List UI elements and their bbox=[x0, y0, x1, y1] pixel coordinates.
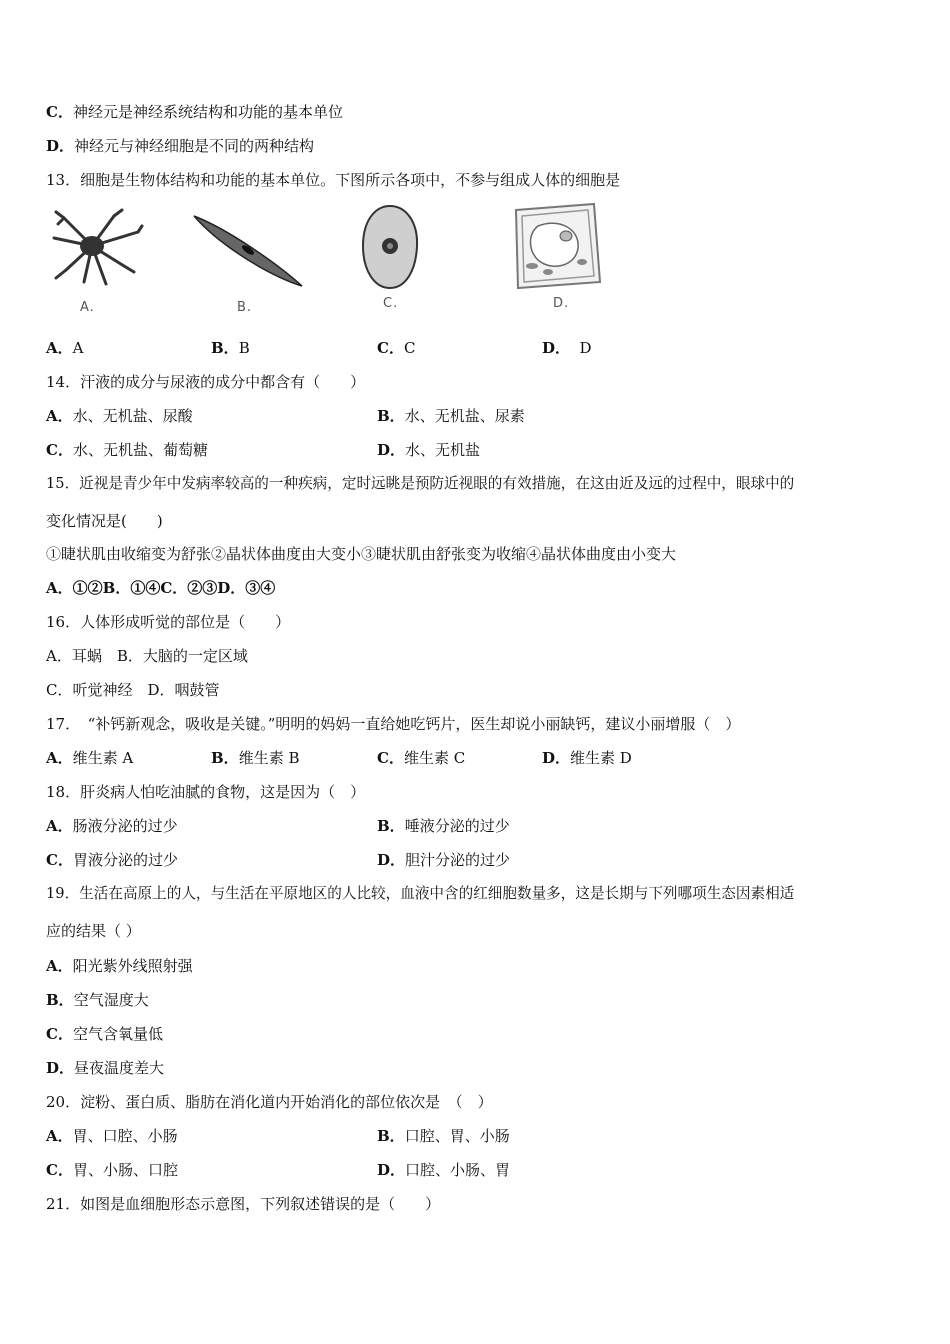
q18-option-d: D．胆汁分泌的过少 bbox=[377, 851, 511, 869]
q14-option-d: D．水、无机盐 bbox=[377, 441, 481, 459]
q14-option-b: B．水、无机盐、尿素 bbox=[377, 407, 525, 425]
figure-label-d: D. bbox=[553, 296, 570, 311]
q15-stem-line2: 变化情况是( ) bbox=[46, 512, 163, 530]
plant-cell-icon bbox=[508, 200, 604, 292]
q14-option-a: A．水、无机盐、尿酸 bbox=[46, 407, 193, 425]
q20-option-b: B．口腔、胃、小肠 bbox=[377, 1127, 510, 1145]
q20-option-c: C．胃、小肠、口腔 bbox=[46, 1161, 178, 1179]
q19-option-a: A．阳光紫外线照射强 bbox=[46, 957, 193, 975]
q18-stem: 18．肝炎病人怕吃油腻的食物，这是因为（ ） bbox=[46, 783, 366, 801]
muscle-cell-icon bbox=[190, 210, 305, 290]
q19-option-d: D．昼夜温度差大 bbox=[46, 1059, 165, 1077]
q19-stem-line2: 应的结果（ ） bbox=[46, 922, 141, 940]
q13-stem: 13．细胞是生物体结构和功能的基本单位。下图所示各项中，不参与组成人体的细胞是 bbox=[46, 171, 621, 189]
q19-option-b: B．空气湿度大 bbox=[46, 991, 149, 1009]
q17-option-b: B．维生素 B bbox=[211, 749, 300, 767]
q14-stem: 14．汗液的成分与尿液的成分中都含有（ ） bbox=[46, 373, 366, 391]
q12-option-c: C．神经元是神经系统结构和功能的基本单位 bbox=[46, 103, 343, 121]
q16-stem: 16．人体形成听觉的部位是（ ） bbox=[46, 613, 291, 631]
q13-figure bbox=[40, 200, 640, 320]
round-cell-icon bbox=[360, 204, 420, 290]
q20-option-a: A．胃、口腔、小肠 bbox=[46, 1127, 178, 1145]
q13-option-b: B．B bbox=[211, 339, 250, 357]
q17-option-d: D．维生素 D bbox=[542, 749, 632, 767]
q15-stem-line1: 15．近视是青少年中发病率较高的一种疾病，定时远眺是预防近视眼的有效措施，在这由近及远的过程中，眼球中的 bbox=[46, 475, 795, 492]
neuron-cell-icon bbox=[44, 208, 144, 288]
q20-option-d: D．口腔、小肠、胃 bbox=[377, 1161, 511, 1179]
q13-option-d: D． D bbox=[542, 339, 592, 357]
q21-stem: 21．如图是血细胞形态示意图，下列叙述错误的是（ ） bbox=[46, 1195, 441, 1213]
q14-option-c: C．水、无机盐、葡萄糖 bbox=[46, 441, 208, 459]
q17-option-c: C．维生素 C bbox=[377, 749, 466, 767]
q18-option-b: B．唾液分泌的过少 bbox=[377, 817, 510, 835]
q19-stem-line1: 19．生活在高原上的人，与生活在平原地区的人比较，血液中含的红细胞数量多，这是长期与下列哪项生态因素相适 bbox=[46, 885, 795, 902]
q16-options-line1: A．耳蜗 B．大脑的一定区域 bbox=[46, 647, 248, 665]
figure-label-b: B. bbox=[237, 300, 253, 315]
q17-option-a: A．维生素 A bbox=[46, 749, 134, 767]
q18-option-a: A．肠液分泌的过少 bbox=[46, 817, 178, 835]
q20-stem: 20．淀粉、蛋白质、脂肪在消化道内开始消化的部位依次是 （ ） bbox=[46, 1093, 493, 1111]
figure-label-c: C. bbox=[383, 296, 399, 311]
q19-option-c: C．空气含氧量低 bbox=[46, 1025, 163, 1043]
q15-options: A．①②B．①④C．②③D．③④ bbox=[46, 579, 276, 597]
q13-option-c: C．C bbox=[377, 339, 416, 357]
q13-option-a: A．A bbox=[46, 339, 84, 357]
q12-option-d: D．神经元与神经细胞是不同的两种结构 bbox=[46, 137, 315, 155]
q18-option-c: C．胃液分泌的过少 bbox=[46, 851, 178, 869]
q16-options-line2: C．听觉神经 D．咽鼓管 bbox=[46, 681, 220, 699]
q17-stem: 17． “补钙新观念，吸收是关键。”明明的妈妈一直给她吃钙片，医生却说小丽缺钙，建议小丽增服（ ） bbox=[46, 715, 741, 733]
figure-label-a: A. bbox=[80, 300, 95, 315]
q15-statements: ①睫状肌由收缩变为舒张②晶状体曲度由大变小③睫状肌由舒张变为收缩④晶状体曲度由小变大 bbox=[46, 545, 677, 563]
